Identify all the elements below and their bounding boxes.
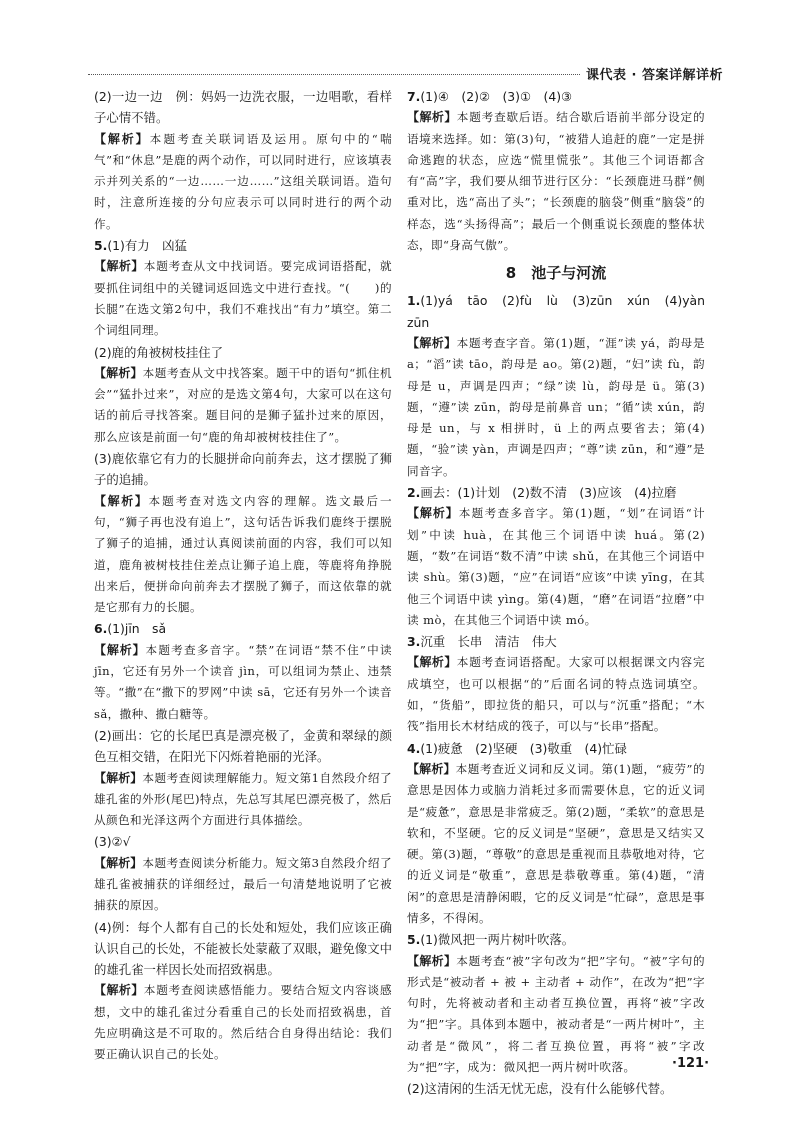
question-number: 7. <box>407 89 421 104</box>
explanation <box>94 853 392 917</box>
answer-line: (2)这清闲的生活无忧无虑，没有什么能够代替。 <box>407 1081 673 1097</box>
explanation-tag: 【解析】 <box>94 983 144 998</box>
explanation-text: 本题考查歇后语。结合歇后语前半部分设定的语境来选择。如：第(3)句，“被猎人追赶的鹿”一定是拼命逃跑的状态，应选“慌里慌张”。其他三个词语都含有“高”字，我们要从细节进行区分：“长颈鹿进马群”侧重对比，选“高出了头”；“长颈鹿的脑袋”侧重“脑袋”的样态，选“头扬得高”；最后一个侧重说长颈鹿的整体状态，即“身高气傲”。 <box>407 110 705 253</box>
answer-text: 沉重 长串 清洁 伟大 <box>420 634 557 650</box>
explanation-text: 本题考查阅读分析能力。短文第3自然段介绍了雄孔雀被捕获的详细经过，最后一句清楚地说明了它被捕获的原因。 <box>94 855 392 913</box>
question-number: 3. <box>407 634 421 650</box>
question-5 <box>94 235 392 256</box>
explanation <box>407 652 705 737</box>
explanation-text: 本题考查从文中找答案。题干中的语句“抓住机会”“猛扑过来”，对应的是选文第4句，大家可以在这句话的前后寻找答案。题目问的是狮子猛扑过来的原因，那么应该是前面一句“鹿的角却被树枝挂住了”。 <box>94 365 392 444</box>
explanation <box>94 640 392 725</box>
explanation-text: 本题考查近义词和反义词。第(1)题，“疲劳”的意思是因体力或脑力消耗过多而需要休息，它的近义词是“疲惫”，意思是非常疲乏。第(2)题，“柔软”的意思是软和，不坚硬。它的反义词是“坚硬”，意思是又结实又硬。第(3)题，“尊敬”的意思是重视而且恭敬地对待，它的近义词是“敬重”，意思是恭敬尊重。第(4)题，“清闲”的意思是清静闲暇，它的反义词是“忙碌”，意思是事情多，不得闲。 <box>407 761 705 925</box>
explanation <box>407 333 705 482</box>
answer-line: (2)鹿的角被树枝挂住了 <box>94 344 224 360</box>
explanation <box>94 980 392 1065</box>
question-number: 2. <box>407 485 421 501</box>
explanation-tag: 【解析】 <box>94 365 143 380</box>
explanation <box>94 256 392 341</box>
page-number: ·121· <box>672 1056 710 1071</box>
question-7 <box>407 86 705 107</box>
answer-text: (1)jīn sǎ <box>107 621 167 637</box>
header-dotted-rule <box>88 74 580 75</box>
question-number: 4. <box>407 740 421 756</box>
explanation-tag: 【解析】 <box>94 642 146 657</box>
question-6 <box>94 618 392 639</box>
explanation-text: 本题考查阅读理解能力。短文第1自然段介绍了雄孔雀的外形(尾巴)特点，先总写其尾巴漂亮极了，然后从颜色和光泽这两个方面进行具体描绘。 <box>94 770 392 828</box>
explanation-text: 本题考查词语搭配。大家可以根据课文内容完成填空，也可以根据“的”后面名词的特点选词填空。如，“货船”，即拉货的船只，可以与“沉重”搭配；“木筏”指用长木材结成的筏子，可以与“长串”搭配。 <box>407 655 705 734</box>
explanation-tag: 【解析】 <box>407 335 457 350</box>
question-number: 5. <box>94 238 108 254</box>
explanation-text: 本题考查多音字。第(1)题，“划”在词语“计划”中读 huà，在其他三个词语中读 huá。第(2)题，“数”在词语“数不清”中读 shǔ，在其他三个词语中读 shù。第(3)题，“应”在词语“应该”中读 yīng，在其他三个词语中读 yìng。第(4)题，“磨”在词语“拉磨”中读 mò，在其他三个词语中读 mó。 <box>407 506 705 627</box>
explanation-tag: 【解析】 <box>94 493 149 508</box>
explanation-tag: 【解析】 <box>94 770 143 785</box>
question-5 <box>407 929 705 950</box>
explanation-tag: 【解析】 <box>407 761 456 776</box>
answer-text: (1)微风把一两片树叶吹落。 <box>420 932 575 948</box>
section-title: 8 池子与河流 <box>505 264 607 283</box>
question-1 <box>407 290 718 333</box>
explanation-text: 本题考查多音字。“禁”在词语“禁不住”中读 jīn，它还有另外一个读音 jìn，可以组词为禁止、违禁等。“撒”在“撒下的罗网”中读 sā，它还有另外一个读音 sǎ，撒种、撒白糖等。 <box>94 642 392 721</box>
answer-text: 画去：(1)计划 (2)数不清 (3)应该 (4)拉磨 <box>420 485 677 501</box>
question-number: 5. <box>407 932 421 948</box>
left-column <box>94 86 392 1066</box>
answer-text: (1)有力 凶猛 <box>107 238 187 254</box>
explanation-tag: 【解析】 <box>407 110 457 125</box>
answer-line: (4)例：每个人都有自己的长处和短处，我们应该正确认识自己的长处，不能被长处蒙蔽了双眼，避免像文中的雄孔雀一样因长处而招致祸患。 <box>94 919 392 978</box>
explanation <box>94 129 392 235</box>
explanation-tag: 【解析】 <box>407 655 457 670</box>
explanation-text: 本题考查从文中找词语。要完成词语搭配，就要抓住词组中的关键词返回选文中进行查找。“( )的长腿”在选文第2句中，我们不难找出“有力”填空。第二个词组同理。 <box>94 259 392 338</box>
explanation <box>407 759 705 929</box>
explanation <box>407 107 705 256</box>
explanation <box>94 491 392 619</box>
explanation <box>94 768 392 832</box>
question-number: 6. <box>94 621 108 637</box>
answer-text: (1)疲惫 (2)坚硬 (3)敬重 (4)忙碌 <box>420 740 627 756</box>
answer-text: (1)yá tāo (2)fù lù (3)zūn xún (4)yàn zūn <box>407 293 718 330</box>
question-4 <box>407 738 705 759</box>
header-title: 课代表 · 答案详解详析 <box>586 68 723 83</box>
answer-text: (1)④ (2)② (3)① (4)③ <box>420 89 573 104</box>
explanation-tag: 【解析】 <box>407 506 459 521</box>
explanation-text: 本题考查“被”字句改为“把”字句。“被”字句的形式是“被动者 + 被 + 主动者 + 动作”，在改为“把”字句时，先将被动者和主动者互换位置，再将“被”字改为“把”字。具体到本题中，被动者是“一两片树叶”，主动者是“微风”，将二者互换位置，再将“被”字改为“把”字，成为：微风把一两片树叶吹落。 <box>407 953 705 1075</box>
right-column <box>407 86 718 1100</box>
explanation-text: 本题考查字音。第(1)题，“涯”读 yá，韵母是 a；“滔”读 tāo，韵母是 ao。第(2)题，“妇”读 fù，韵母是 u，声调是四声；“绿”读 lù，韵母是 ü。第(3)题，“遵”读 zūn，韵母是前鼻音 un；“循”读 xún，韵母是 un，与 x 相拼时，ü 上的两点要省去；第(4)题，“验”读 yàn，声调是四声；“尊”读 zūn，和“遵”是同音字。 <box>407 335 705 478</box>
explanation-tag: 【解析】 <box>94 259 144 274</box>
explanation-tag: 【解析】 <box>407 953 457 968</box>
question-2 <box>407 482 705 503</box>
answer-line: (3)鹿依靠它有力的长腿拼命向前奔去，这才摆脱了狮子的追捕。 <box>94 451 392 488</box>
answer-line: (3)②√ <box>94 834 131 850</box>
answer-line: (2)一边一边 例：妈妈一边洗衣服，一边唱歌，看样子心情不错。 <box>94 89 392 126</box>
explanation-text: 本题考查阅读感悟能力。要结合短文内容谈感想，文中的雄孔雀过分看重自己的长处而招致祸患，首先应明确这是不可取的。然后结合自身得出结论：我们要正确认识自己的长处。 <box>94 983 392 1062</box>
explanation <box>407 951 705 1079</box>
explanation-text: 本题考查关联词语及运用。原句中的“喘气”和“休息”是鹿的两个动作，可以同时进行，应该填表示并列关系的“一边……一边……”这组关联词语。造句时，注意所连接的分句应表示可以同时进行的两个动作。 <box>94 131 392 231</box>
answer-line: (2)画出：它的长尾巴真是漂亮极了，金黄和翠绿的颜色互相交错，在阳光下闪烁着艳丽的光泽。 <box>94 727 392 765</box>
explanation-tag: 【解析】 <box>94 131 150 146</box>
explanation-tag: 【解析】 <box>94 855 143 870</box>
question-3 <box>407 631 705 652</box>
explanation-text: 本题考查对选文内容的理解。选文最后一句，“狮子再也没有追上”，这句话告诉我们鹿终于摆脱了狮子的追捕，通过认真阅读前面的内容，我们可以知道，鹿角被树枝挂住差点让狮子追上鹿，等鹿将角挣脱出来后，便拼命向前奔去才摆脱了狮子，而这依靠的就是它那有力的长腿。 <box>94 493 392 615</box>
explanation <box>407 503 705 631</box>
explanation <box>94 363 392 448</box>
question-number: 1. <box>407 293 421 309</box>
